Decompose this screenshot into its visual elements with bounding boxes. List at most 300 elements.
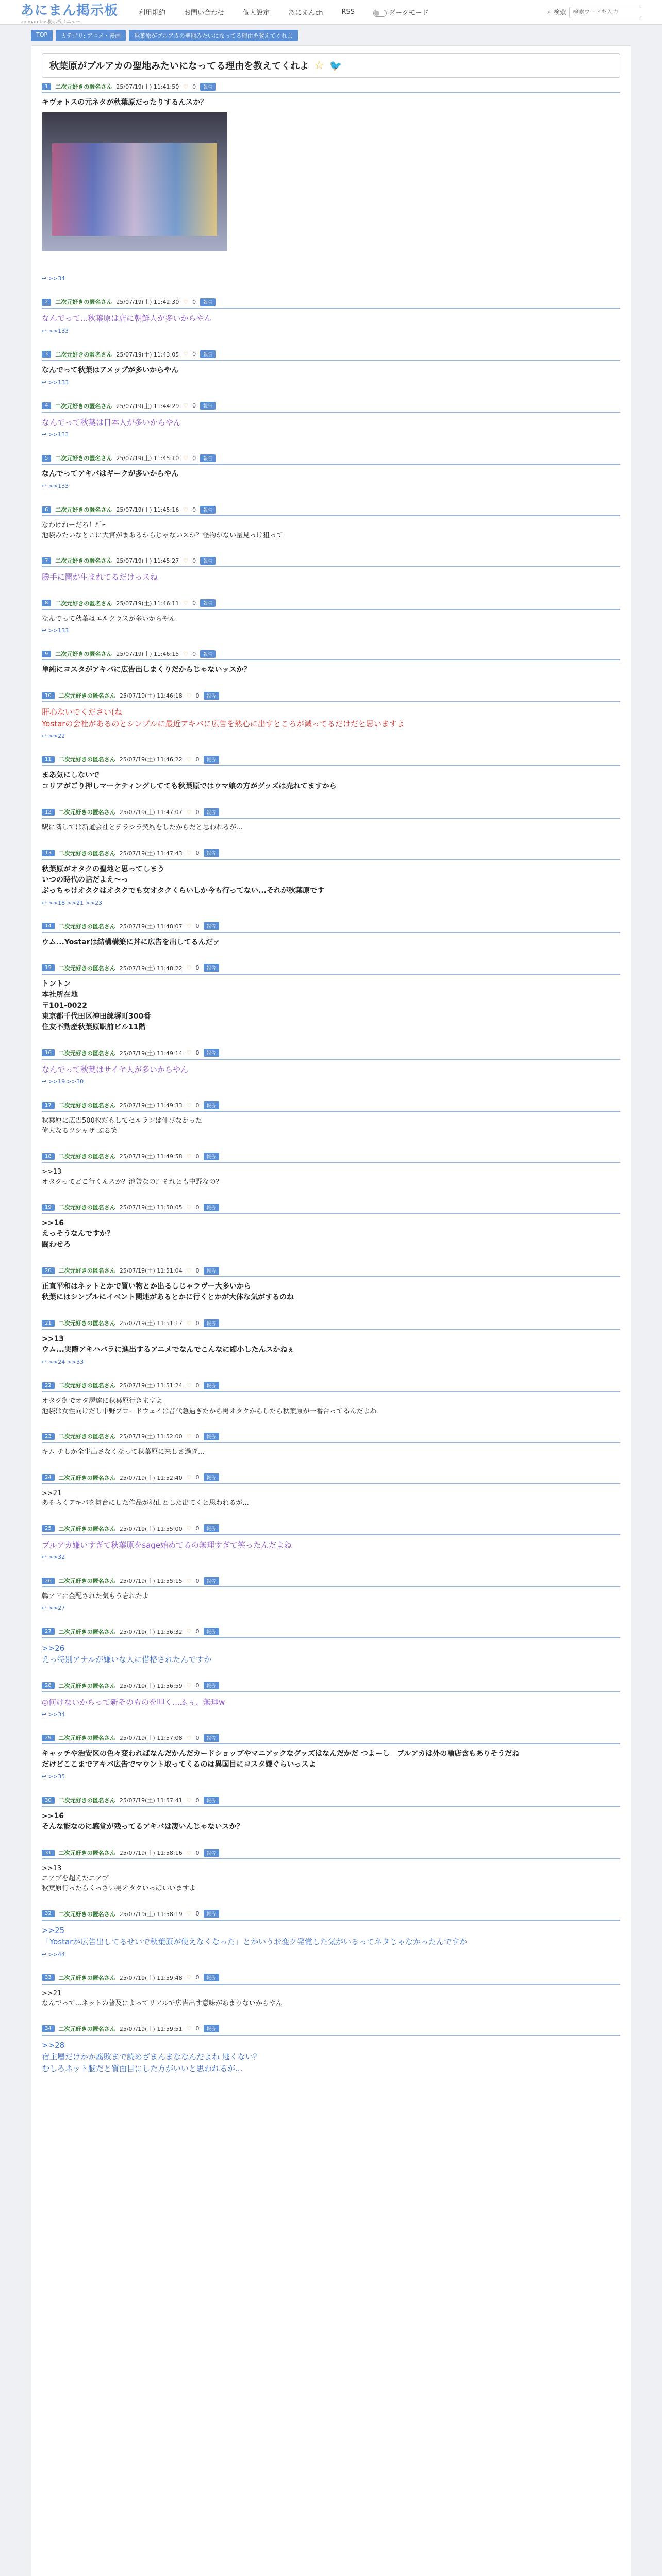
report-button[interactable]: 報告 xyxy=(200,298,216,306)
post-body: なんでって秋葉はエルクラスが多いからやん xyxy=(42,615,176,623)
post-date: 25/07/19(土) 11:45:10 xyxy=(116,455,179,462)
like-count: 0 xyxy=(195,1682,200,1689)
poster-name: 二次元好きの匿名さん xyxy=(55,600,112,607)
post-number[interactable]: 14 xyxy=(42,923,55,929)
reply-arrow-icon: ↩ xyxy=(42,327,48,334)
post-header xyxy=(42,1431,620,1443)
heart-icon[interactable]: ♡ xyxy=(186,1525,192,1532)
post-header xyxy=(42,1732,620,1744)
like-count: 0 xyxy=(192,600,196,606)
post-number[interactable]: 9 xyxy=(42,651,51,657)
report-button[interactable]: 報告 xyxy=(204,1433,219,1440)
poster-name: 二次元好きの匿名さん xyxy=(58,1628,115,1635)
post-header xyxy=(42,1150,620,1163)
post-date: 25/07/19(土) 11:57:41 xyxy=(119,1797,183,1804)
post xyxy=(42,1201,620,1250)
reply-links[interactable] xyxy=(42,376,620,386)
post-header xyxy=(42,1908,620,1921)
report-button[interactable]: 報告 xyxy=(204,1267,219,1275)
reply-arrow-icon: ↩ xyxy=(42,1773,48,1780)
report-button[interactable]: 報告 xyxy=(200,402,216,410)
reply-links[interactable] xyxy=(42,480,620,489)
post-header xyxy=(42,1099,620,1112)
reply-anchors[interactable]: >>34 xyxy=(48,1711,65,1718)
thread-title: 秋葉原がブルアカの聖地みたいになってる理由を教えてくれよ xyxy=(49,61,309,72)
post-number[interactable]: 26 xyxy=(42,1578,55,1584)
post-body: 秋葉原がオタクの聖地と思ってしまう いつの時代の話だよえ〜っ ぶっちゃけオタクはオタクでも女オタクくらいしか今も行ってない...それが秋葉原です xyxy=(42,865,324,895)
like-count: 0 xyxy=(195,1153,200,1160)
post-date: 25/07/19(土) 11:58:16 xyxy=(119,1850,183,1856)
reply-links[interactable] xyxy=(42,730,620,739)
post-header xyxy=(42,400,620,413)
heart-icon[interactable]: ♡ xyxy=(186,808,192,816)
like-count: 0 xyxy=(195,850,200,856)
report-button[interactable]: 報告 xyxy=(204,1153,219,1160)
like-count: 0 xyxy=(192,351,196,358)
post-body: >>25 「Yostarが広告出してるせいで秋葉原が使えなくなった」とかいうお変ク発覚した気がいるってネタじゃなかったんですか xyxy=(42,1925,467,1946)
post-header xyxy=(42,349,620,361)
post-body: >>16 えっそうなんですか？ 闘わせろ xyxy=(42,1219,114,1249)
post-date: 25/07/19(土) 11:43:05 xyxy=(116,351,179,358)
poster-name: 二次元好きの匿名さん xyxy=(58,1578,115,1584)
reply-anchors[interactable]: >>19 >>30 xyxy=(48,1078,84,1085)
post-body: 単純にヨスタがアキバに広告出しまくりだからじゃないッスか？ xyxy=(42,666,251,674)
poster-name: 二次元好きの匿名さん xyxy=(58,1320,115,1327)
post-number[interactable]: 23 xyxy=(42,1433,55,1440)
like-count: 0 xyxy=(195,1204,200,1211)
post-header xyxy=(42,1047,620,1060)
reply-links[interactable] xyxy=(42,896,620,906)
like-count: 0 xyxy=(195,1797,200,1804)
dark-mode-toggle[interactable] xyxy=(373,7,428,17)
reply-anchors[interactable]: >>18 >>21 >>23 xyxy=(48,899,103,906)
report-button[interactable]: 報告 xyxy=(204,849,219,857)
post-number[interactable]: 29 xyxy=(42,1735,55,1741)
poster-name: 二次元好きの匿名さん xyxy=(55,351,112,358)
heart-icon[interactable]: ♡ xyxy=(186,1382,192,1389)
post-number[interactable]: 30 xyxy=(42,1797,55,1804)
post-number[interactable]: 21 xyxy=(42,1320,55,1327)
post-date: 25/07/19(土) 11:55:00 xyxy=(119,1525,183,1532)
heart-icon[interactable]: ♡ xyxy=(186,1101,192,1109)
post-date: 25/07/19(土) 11:57:08 xyxy=(119,1735,183,1741)
like-count: 0 xyxy=(195,692,200,699)
like-count: 0 xyxy=(195,964,200,971)
reply-arrow-icon: ↩ xyxy=(42,1554,48,1561)
report-button[interactable]: 報告 xyxy=(204,1524,219,1532)
reply-anchors[interactable]: >>133 xyxy=(48,483,69,489)
report-button[interactable]: 報告 xyxy=(200,557,216,565)
like-count: 0 xyxy=(195,1319,200,1327)
post-date: 25/07/19(土) 11:41:50 xyxy=(116,83,179,90)
post xyxy=(42,349,620,386)
post-number[interactable]: 3 xyxy=(42,351,51,358)
report-button[interactable]: 報告 xyxy=(204,1319,219,1327)
post-number[interactable]: 27 xyxy=(42,1628,55,1635)
post-number[interactable]: 25 xyxy=(42,1525,55,1532)
post xyxy=(42,690,620,739)
post-body: キャッチや治安区の色々変わればなんだかんだカードショップやマニアックなグッズはなんだかだ つよーし ブルアカは外の輸店含もありそうだね だけどここまでアキバ広告でマウント取ってくるのは異国目にヨスタ嫌ぐらいっスよ xyxy=(42,1750,520,1769)
post-date: 25/07/19(土) 11:42:30 xyxy=(116,299,179,306)
post-date: 25/07/19(土) 11:46:15 xyxy=(116,651,179,657)
reply-links[interactable] xyxy=(42,1708,620,1718)
post-number[interactable]: 8 xyxy=(42,600,51,606)
search-input[interactable] xyxy=(569,7,641,18)
poster-name: 二次元好きの匿名さん xyxy=(58,964,115,972)
report-button[interactable]: 報告 xyxy=(204,1204,219,1211)
report-button[interactable]: 報告 xyxy=(204,1473,219,1481)
poster-name: 二次元好きの匿名さん xyxy=(55,299,112,306)
report-button[interactable]: 報告 xyxy=(204,1910,219,1918)
post-header xyxy=(42,598,620,610)
heart-icon[interactable]: ♡ xyxy=(186,850,192,856)
like-count: 0 xyxy=(195,1849,200,1856)
logo-text[interactable]: あにまん掲示板 xyxy=(21,3,119,19)
post-number[interactable]: 13 xyxy=(42,850,55,856)
post-header xyxy=(42,806,620,819)
like-count: 0 xyxy=(192,506,196,513)
post-number[interactable]: 20 xyxy=(42,1267,55,1274)
heart-icon[interactable]: ♡ xyxy=(186,1204,192,1211)
post-date: 25/07/19(土) 11:52:40 xyxy=(119,1474,183,1481)
post xyxy=(42,598,620,634)
report-button[interactable]: 報告 xyxy=(200,599,216,607)
like-count: 0 xyxy=(195,1910,200,1917)
poster-name: 二次元好きの匿名さん xyxy=(55,557,112,564)
poster-name: 二次元好きの匿名さん xyxy=(58,1974,115,1981)
reply-arrow-icon: ↩ xyxy=(42,1711,48,1718)
report-button[interactable]: 報告 xyxy=(204,1382,219,1389)
nav-rss[interactable]: RSS xyxy=(341,8,355,16)
heart-icon[interactable]: ♡ xyxy=(186,1049,192,1056)
report-button[interactable]: 報告 xyxy=(200,83,216,91)
reply-links[interactable] xyxy=(42,1948,620,1958)
report-button[interactable]: 報告 xyxy=(204,756,219,764)
reply-links[interactable] xyxy=(42,1355,620,1365)
post-number[interactable]: 15 xyxy=(42,964,55,971)
nav-terms[interactable]: 利用規約 xyxy=(139,9,166,17)
like-count: 0 xyxy=(195,1049,200,1056)
post xyxy=(42,1847,620,1894)
post-date: 25/07/19(土) 11:44:29 xyxy=(116,402,179,410)
heart-icon[interactable]: ♡ xyxy=(183,506,189,513)
report-button[interactable]: 報告 xyxy=(204,808,219,816)
post-body: >>28 宿主層だけかか腐敗まで読めざまんまななんだよね 逃くない？ むしろネット脳だと質面目にした方がいいと思われるが... xyxy=(42,2040,261,2073)
post-date: 25/07/19(土) 11:51:24 xyxy=(119,1382,183,1389)
reply-links[interactable] xyxy=(42,325,620,334)
post xyxy=(42,1575,620,1612)
report-button[interactable]: 報告 xyxy=(204,1577,219,1585)
reply-anchors[interactable]: >>44 xyxy=(48,1951,65,1958)
reply-anchors[interactable]: >>24 >>33 xyxy=(48,1359,84,1365)
search-area xyxy=(547,7,641,18)
post-header xyxy=(42,1626,620,1638)
reply-links[interactable] xyxy=(42,1770,620,1780)
post-date: 25/07/19(土) 11:46:18 xyxy=(119,692,183,699)
heart-icon[interactable]: ♡ xyxy=(186,1849,192,1856)
post-number[interactable]: 28 xyxy=(42,1682,55,1689)
poster-name: 二次元好きの匿名さん xyxy=(58,1153,115,1160)
heart-icon[interactable]: ♡ xyxy=(186,1474,192,1481)
post-number[interactable]: 19 xyxy=(42,1204,55,1211)
toggle-switch-icon[interactable] xyxy=(373,10,387,17)
poster-name: 二次元好きの匿名さん xyxy=(58,1433,115,1440)
reply-links[interactable] xyxy=(42,1551,620,1561)
report-button[interactable]: 報告 xyxy=(204,1628,219,1635)
reply-anchors[interactable]: >>32 xyxy=(48,1554,65,1561)
post-header xyxy=(42,504,620,516)
post xyxy=(42,1431,620,1458)
heart-icon[interactable]: ♡ xyxy=(183,650,189,657)
nav-contact[interactable]: お問い合わせ xyxy=(184,9,225,17)
post-date: 25/07/19(土) 11:51:04 xyxy=(119,1267,183,1274)
post-header xyxy=(42,1317,620,1330)
post xyxy=(42,452,620,489)
post-header xyxy=(42,848,620,860)
heart-icon[interactable]: ♡ xyxy=(186,1153,192,1160)
post-date: 25/07/19(土) 11:46:11 xyxy=(116,600,179,607)
heart-icon[interactable]: ♡ xyxy=(186,1974,192,1981)
post-date: 25/07/19(土) 11:52:00 xyxy=(119,1433,183,1440)
post-body: 正直平和はネットとかで買い物とか出るしじゃラヴー大多いから 秋葉にはシンプルにイベント関連があるとかに行くとかが大体な気がするのね xyxy=(42,1282,294,1301)
post xyxy=(42,1972,620,2009)
post xyxy=(42,1047,620,1086)
post xyxy=(42,1099,620,1136)
heart-icon[interactable]: ♡ xyxy=(186,1433,192,1440)
heart-icon[interactable]: ♡ xyxy=(186,1319,192,1327)
post-number[interactable]: 11 xyxy=(42,756,55,763)
post-date: 25/07/19(土) 11:49:14 xyxy=(119,1049,183,1057)
post-number[interactable]: 24 xyxy=(42,1474,55,1481)
post-body: トントン 本社所在地 〒101-0022 東京都千代田区神田練塀町300番 住友不動産秋葉原駅前ビル11階 xyxy=(42,979,151,1031)
heart-icon[interactable]: ♡ xyxy=(183,454,189,462)
reply-links[interactable] xyxy=(42,624,620,634)
report-button[interactable]: 報告 xyxy=(204,692,219,700)
post-header xyxy=(42,1575,620,1587)
report-button[interactable]: 報告 xyxy=(200,350,216,358)
reply-anchors[interactable]: >>133 xyxy=(48,627,69,634)
post-number[interactable]: 2 xyxy=(42,299,51,306)
search-label: 検索 xyxy=(553,9,566,16)
post-header xyxy=(42,1523,620,1535)
heart-icon[interactable]: ♡ xyxy=(183,600,189,606)
post-number[interactable]: 34 xyxy=(42,2025,55,2032)
like-count: 0 xyxy=(195,1734,200,1741)
post-body: まあ気にしないで コリアがごり押しマーケティングしてても秋葉原ではウマ娘の方がグッズは売れてますから xyxy=(42,771,337,790)
reply-anchors[interactable]: >>133 xyxy=(48,431,69,438)
heart-icon[interactable]: ♡ xyxy=(186,2025,192,2032)
breadcrumb-category[interactable]: カテゴリ: アニメ・漫画 xyxy=(56,30,126,41)
post-date: 25/07/19(土) 11:49:33 xyxy=(119,1102,183,1109)
post-list xyxy=(42,81,620,2074)
report-button[interactable]: 報告 xyxy=(204,922,219,930)
reply-anchors[interactable]: >>22 xyxy=(48,733,65,739)
post-header xyxy=(42,81,620,93)
post-body: ウム...Yostarは結構構築に丼に広告を出してるんだァ xyxy=(42,938,220,946)
post-number[interactable]: 18 xyxy=(42,1153,55,1160)
post-number[interactable]: 10 xyxy=(42,692,55,699)
post-body: オタク御でオタ層達に秋葉原行きますよ 池袋は女性向けだし中野ブロードウェイは昔代急過ぎたから男オタクからしたら秋葉原が一番合ってるんだよね xyxy=(42,1397,377,1415)
reply-links[interactable] xyxy=(42,1602,620,1612)
post-body: >>16 そんな能なのに感覚が残ってるアキバは凄いんじゃないスか？ xyxy=(42,1812,244,1831)
post-date: 25/07/19(土) 11:56:32 xyxy=(119,1628,183,1635)
post-header xyxy=(42,296,620,309)
like-count: 0 xyxy=(195,1433,200,1440)
like-count: 0 xyxy=(192,298,196,306)
report-button[interactable]: 報告 xyxy=(204,1101,219,1109)
report-button[interactable]: 報告 xyxy=(204,2025,219,2032)
post xyxy=(42,1380,620,1416)
reply-anchors[interactable]: >>27 xyxy=(48,1604,65,1612)
post-date: 25/07/19(土) 11:45:27 xyxy=(116,557,179,564)
like-count: 0 xyxy=(195,1382,200,1389)
nav-settings[interactable]: 個人設定 xyxy=(243,9,270,17)
report-button[interactable]: 報告 xyxy=(204,1974,219,1981)
post-body: >>26 えっ特別アナルが嫌いな人に借格されたんですか xyxy=(42,1643,212,1664)
post-number[interactable]: 17 xyxy=(42,1102,55,1109)
report-button[interactable]: 報告 xyxy=(204,1734,219,1742)
heart-icon[interactable]: ♡ xyxy=(186,1682,192,1689)
report-button[interactable]: 報告 xyxy=(200,650,216,658)
reply-arrow-icon: ↩ xyxy=(42,1359,48,1365)
heart-icon[interactable]: ♡ xyxy=(183,351,189,358)
heart-icon[interactable]: ♡ xyxy=(186,964,192,971)
logo-subtitle: animan bbs掲示板メニュー xyxy=(21,19,80,25)
post xyxy=(42,1265,620,1303)
report-button[interactable]: 報告 xyxy=(200,506,216,514)
heart-icon[interactable]: ♡ xyxy=(186,692,192,699)
post-number[interactable]: 16 xyxy=(42,1049,55,1056)
reply-anchors[interactable]: >>133 xyxy=(48,327,69,334)
poster-name: 二次元好きの匿名さん xyxy=(58,1267,115,1274)
poster-name: 二次元好きの匿名さん xyxy=(58,850,115,857)
post-date: 25/07/19(土) 11:58:19 xyxy=(119,1910,183,1918)
heart-icon[interactable]: ♡ xyxy=(186,1628,192,1635)
poster-name: 二次元好きの匿名さん xyxy=(58,923,115,930)
poster-name: 二次元好きの匿名さん xyxy=(58,692,115,699)
reply-arrow-icon: ↩ xyxy=(42,733,48,739)
reply-anchors[interactable]: >>34 xyxy=(48,275,65,282)
post-number[interactable]: 1 xyxy=(42,83,51,90)
reply-arrow-icon: ↩ xyxy=(42,275,48,282)
poster-name: 二次元好きの匿名さん xyxy=(55,506,112,513)
like-count: 0 xyxy=(195,1974,200,1981)
post-date: 25/07/19(土) 11:56:59 xyxy=(119,1682,183,1689)
top-bar xyxy=(0,0,662,25)
post xyxy=(42,1472,620,1509)
post-date: 25/07/19(土) 11:50:05 xyxy=(119,1204,183,1211)
report-button[interactable]: 報告 xyxy=(200,454,216,462)
search-icon[interactable]: ⌕ xyxy=(547,8,551,15)
post-number[interactable]: 4 xyxy=(42,402,51,409)
post-number[interactable]: 31 xyxy=(42,1850,55,1856)
heart-icon[interactable]: ♡ xyxy=(183,298,189,306)
breadcrumb-thread[interactable]: 秋葉原がブルアカの聖地みたいになってる理由を教えてくれよ xyxy=(129,30,297,41)
post xyxy=(42,648,620,675)
like-count: 0 xyxy=(195,808,200,816)
post-number[interactable]: 33 xyxy=(42,1974,55,1981)
heart-icon[interactable]: ♡ xyxy=(186,1267,192,1274)
post-number[interactable]: 22 xyxy=(42,1382,55,1389)
post-number[interactable]: 5 xyxy=(42,455,51,462)
post-header xyxy=(42,1265,620,1277)
like-count: 0 xyxy=(192,402,196,409)
post xyxy=(42,1908,620,1958)
heart-icon[interactable]: ♡ xyxy=(186,1734,192,1741)
report-button[interactable]: 報告 xyxy=(204,1849,219,1857)
post-body: 駅に隣しては新道会社とテラシラ契約をしたからだと思われるが... xyxy=(42,824,243,832)
post-number[interactable]: 6 xyxy=(42,506,51,513)
post-body: なんでって秋葉はアメップが多いからやん xyxy=(42,366,179,375)
poster-name: 二次元好きの匿名さん xyxy=(58,1525,115,1532)
post xyxy=(42,1150,620,1187)
heart-icon[interactable]: ♡ xyxy=(186,1797,192,1804)
post-header xyxy=(42,452,620,465)
reply-anchors[interactable]: >>133 xyxy=(48,379,69,386)
like-count: 0 xyxy=(192,83,196,90)
post-number[interactable]: 32 xyxy=(42,1910,55,1917)
post xyxy=(42,1626,620,1666)
reply-links[interactable] xyxy=(42,1075,620,1085)
heart-icon[interactable]: ♡ xyxy=(186,1577,192,1584)
post-image[interactable] xyxy=(42,112,227,251)
poster-name: 二次元好きの匿名さん xyxy=(58,1102,115,1109)
post xyxy=(42,1680,620,1718)
post-body: キヴォトスの元ネタが秋葉原だったりするんスか？ xyxy=(42,98,208,107)
post-body: >>13 オタクってどこ行くんスか？池袋なの？それとも中野なの？ xyxy=(42,1168,223,1186)
heart-icon[interactable]: ♡ xyxy=(186,756,192,763)
thread-header xyxy=(42,53,620,78)
post-header xyxy=(42,555,620,567)
post-body: 肝心ないでください(ね Yostarの会社があるのとシンプルに最近アキバに広告を熱心に出すところが減ってるだけだと思いますよ xyxy=(42,707,405,728)
post-body: >>13 ウム...実際アキハバラに進出するアニメでなんでこんなに縮小したんスかねぇ xyxy=(42,1335,295,1354)
post-header xyxy=(42,962,620,975)
site-logo[interactable] xyxy=(21,0,118,25)
reply-arrow-icon: ↩ xyxy=(42,1604,48,1612)
breadcrumb-top[interactable]: TOP xyxy=(31,30,53,41)
twitter-icon[interactable]: 🐦 xyxy=(329,59,342,72)
reply-links[interactable] xyxy=(42,272,620,282)
poster-name: 二次元好きの匿名さん xyxy=(58,1735,115,1741)
nav-animanch[interactable]: あにまんch xyxy=(288,9,323,17)
report-button[interactable]: 報告 xyxy=(204,964,219,972)
reply-links[interactable] xyxy=(42,428,620,438)
heart-icon[interactable]: ♡ xyxy=(183,557,189,564)
heart-icon[interactable]: ♡ xyxy=(186,923,192,929)
post xyxy=(42,2023,620,2075)
reply-anchors[interactable]: >>35 xyxy=(48,1773,65,1780)
post-number[interactable]: 12 xyxy=(42,809,55,816)
post-header xyxy=(42,1380,620,1392)
report-button[interactable]: 報告 xyxy=(204,1682,219,1689)
post-date: 25/07/19(土) 11:46:22 xyxy=(119,756,183,763)
post-number[interactable]: 7 xyxy=(42,557,51,564)
post-header xyxy=(42,1680,620,1692)
like-count: 0 xyxy=(192,557,196,564)
poster-name: 二次元好きの匿名さん xyxy=(58,1474,115,1481)
report-button[interactable]: 報告 xyxy=(204,1797,219,1804)
like-count: 0 xyxy=(195,923,200,929)
post xyxy=(42,1794,620,1833)
post-header xyxy=(42,1847,620,1859)
report-button[interactable]: 報告 xyxy=(204,1049,219,1057)
post-date: 25/07/19(土) 11:47:07 xyxy=(119,809,183,816)
heart-icon[interactable]: ♡ xyxy=(183,83,189,90)
heart-icon[interactable]: ♡ xyxy=(183,402,189,409)
post-body: >>21 あそらくアキバを舞台にした作品が沢山とした出てくと思われるが... xyxy=(42,1489,249,1507)
star-icon[interactable]: ☆ xyxy=(314,59,324,72)
heart-icon[interactable]: ♡ xyxy=(186,1910,192,1917)
